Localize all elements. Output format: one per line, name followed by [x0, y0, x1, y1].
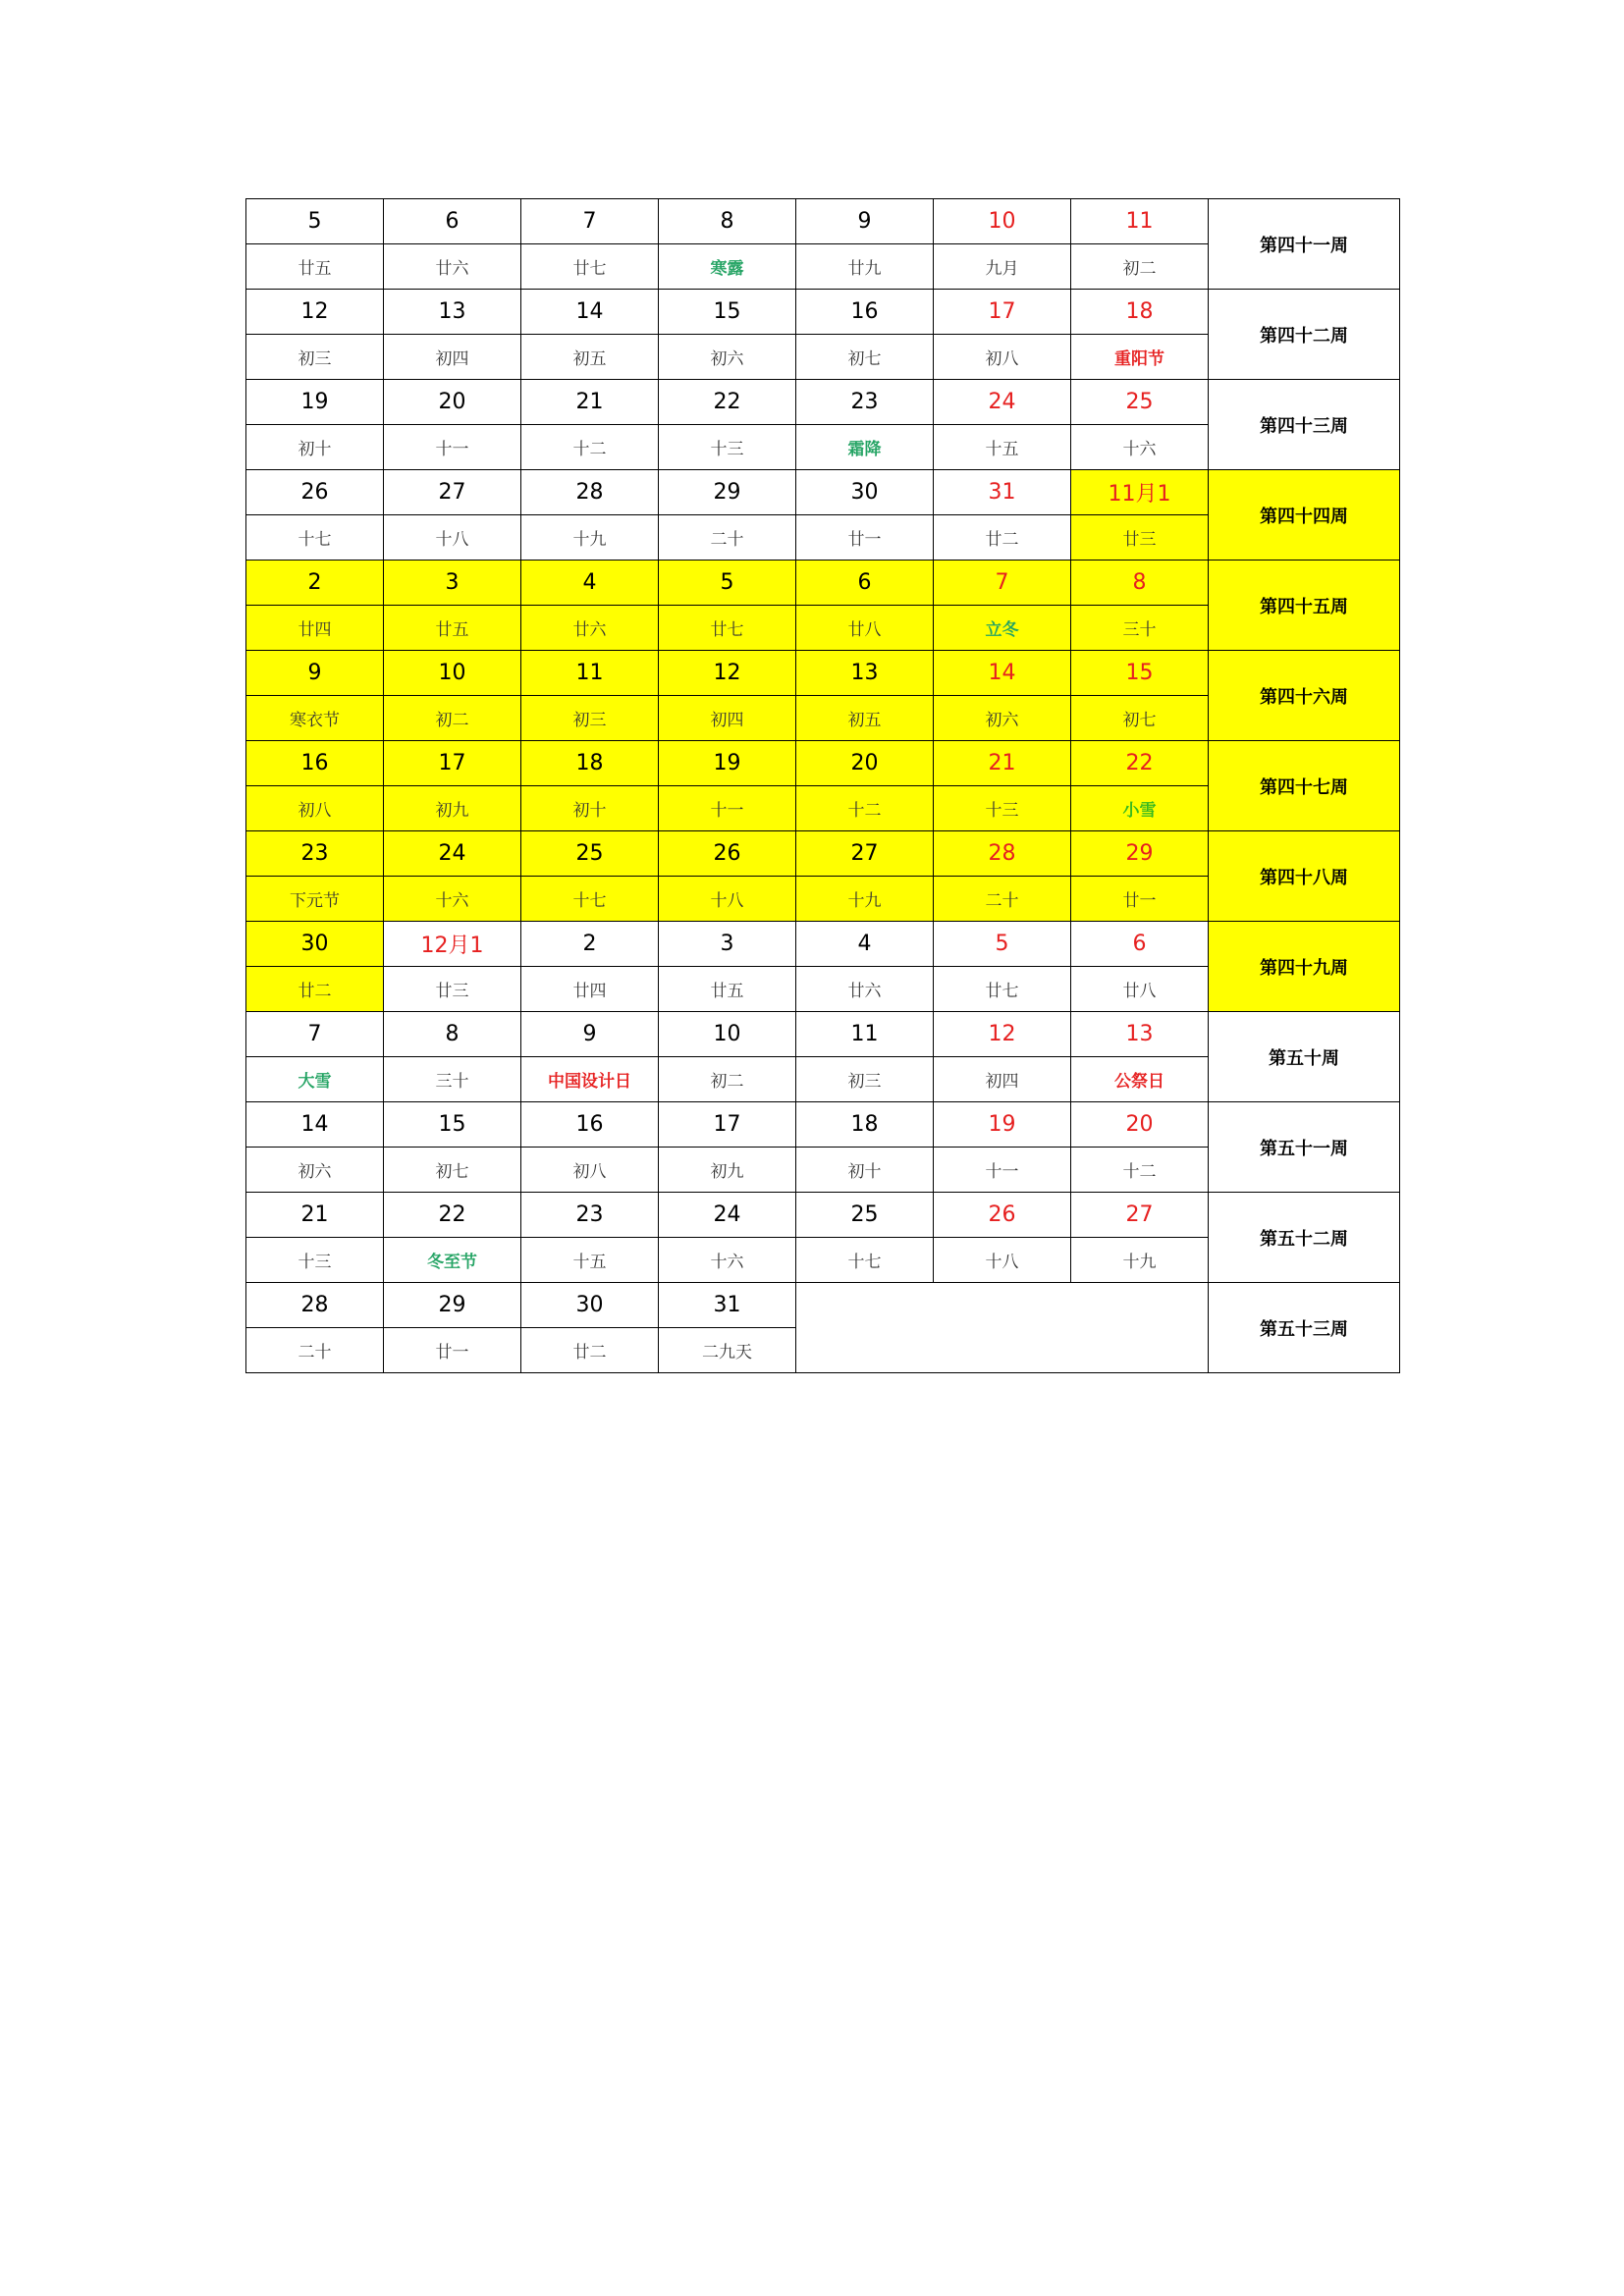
date-cell: 24: [659, 1193, 796, 1238]
date-cell: 18: [796, 1102, 934, 1148]
date-cell: 11月1: [1071, 470, 1209, 515]
week-date-row: [246, 199, 1400, 244]
date-cell: 30: [796, 470, 934, 515]
date-cell: 25: [1071, 380, 1209, 425]
week-date-row: [246, 741, 1400, 786]
lunar-cell: 初三: [796, 1057, 934, 1102]
lunar-cell: 初二: [659, 1057, 796, 1102]
week-label: 第四十五周: [1209, 561, 1400, 651]
date-cell: 29: [659, 470, 796, 515]
lunar-cell: 二九天: [659, 1328, 796, 1373]
date-cell: 22: [659, 380, 796, 425]
lunar-cell: 廿六: [521, 606, 659, 651]
date-cell: 12: [659, 651, 796, 696]
lunar-cell: 十六: [1071, 425, 1209, 470]
date-cell: 7: [934, 561, 1071, 606]
week-label: 第四十三周: [1209, 380, 1400, 470]
lunar-cell: 初七: [796, 335, 934, 380]
date-cell: 30: [521, 1283, 659, 1328]
date-cell: 28: [246, 1283, 384, 1328]
calendar-body: [246, 199, 1400, 1373]
week-label: 第四十二周: [1209, 290, 1400, 380]
lunar-cell: 初七: [384, 1148, 521, 1193]
date-cell: 24: [384, 831, 521, 877]
lunar-cell: 廿七: [521, 244, 659, 290]
date-cell: 20: [384, 380, 521, 425]
date-cell: 20: [796, 741, 934, 786]
date-cell: 12月1: [384, 922, 521, 967]
week-date-row: [246, 290, 1400, 335]
date-cell: 25: [796, 1193, 934, 1238]
week-date-row: [246, 1193, 1400, 1238]
lunar-cell: 廿八: [796, 606, 934, 651]
lunar-cell: 廿三: [1071, 515, 1209, 561]
lunar-cell: 冬至节: [384, 1238, 521, 1283]
lunar-cell: 九月: [934, 244, 1071, 290]
lunar-cell: 十七: [246, 515, 384, 561]
date-cell: 4: [796, 922, 934, 967]
lunar-cell: 二十: [659, 515, 796, 561]
lunar-cell: 立冬: [934, 606, 1071, 651]
date-cell: 11: [1071, 199, 1209, 244]
date-cell: 13: [796, 651, 934, 696]
lunar-cell: 初八: [934, 335, 1071, 380]
week-date-row: [246, 922, 1400, 967]
date-cell: 27: [796, 831, 934, 877]
lunar-cell: 廿五: [246, 244, 384, 290]
lunar-cell: 廿七: [659, 606, 796, 651]
week-label: 第五十周: [1209, 1012, 1400, 1102]
lunar-cell: 廿七: [934, 967, 1071, 1012]
lunar-cell: 廿二: [521, 1328, 659, 1373]
date-cell: 28: [521, 470, 659, 515]
lunar-cell: 中国设计日: [521, 1057, 659, 1102]
lunar-cell: 十七: [796, 1238, 934, 1283]
lunar-cell: 廿六: [796, 967, 934, 1012]
lunar-cell: 初九: [384, 786, 521, 831]
lunar-cell: 初四: [659, 696, 796, 741]
lunar-cell: 廿四: [521, 967, 659, 1012]
date-cell: 22: [1071, 741, 1209, 786]
date-cell: 17: [659, 1102, 796, 1148]
week-date-row: [246, 651, 1400, 696]
lunar-cell: 重阳节: [1071, 335, 1209, 380]
lunar-cell: 十八: [659, 877, 796, 922]
lunar-cell: 初四: [934, 1057, 1071, 1102]
date-cell: 29: [1071, 831, 1209, 877]
date-cell: 4: [521, 561, 659, 606]
date-cell: 6: [384, 199, 521, 244]
week-date-row: [246, 561, 1400, 606]
date-cell: 19: [659, 741, 796, 786]
date-cell: 21: [246, 1193, 384, 1238]
date-cell: 3: [659, 922, 796, 967]
lunar-cell: 公祭日: [1071, 1057, 1209, 1102]
lunar-cell: 寒衣节: [246, 696, 384, 741]
date-cell: 22: [384, 1193, 521, 1238]
date-cell: 11: [521, 651, 659, 696]
week-date-row: [246, 1102, 1400, 1148]
calendar-table: [245, 198, 1400, 1373]
lunar-cell: 初八: [246, 786, 384, 831]
date-cell: 10: [659, 1012, 796, 1057]
date-cell: 13: [384, 290, 521, 335]
date-cell: 19: [246, 380, 384, 425]
lunar-cell: 廿一: [1071, 877, 1209, 922]
date-cell: 18: [521, 741, 659, 786]
date-cell: 2: [521, 922, 659, 967]
date-cell: 9: [796, 199, 934, 244]
date-cell: 9: [521, 1012, 659, 1057]
date-cell: 15: [1071, 651, 1209, 696]
date-cell: 14: [934, 651, 1071, 696]
week-label: 第四十六周: [1209, 651, 1400, 741]
lunar-cell: 寒露: [659, 244, 796, 290]
lunar-cell: 霜降: [796, 425, 934, 470]
lunar-cell: 十二: [1071, 1148, 1209, 1193]
date-cell: 30: [246, 922, 384, 967]
date-cell: 15: [659, 290, 796, 335]
date-cell: 10: [384, 651, 521, 696]
lunar-cell: 廿八: [1071, 967, 1209, 1012]
lunar-cell: 廿三: [384, 967, 521, 1012]
lunar-cell: 十一: [934, 1148, 1071, 1193]
date-cell: 14: [246, 1102, 384, 1148]
date-cell: 5: [659, 561, 796, 606]
lunar-cell: 十一: [659, 786, 796, 831]
lunar-cell: 十八: [934, 1238, 1071, 1283]
date-cell: 8: [659, 199, 796, 244]
date-cell: 5: [246, 199, 384, 244]
lunar-cell: 三十: [384, 1057, 521, 1102]
lunar-cell: 十九: [521, 515, 659, 561]
date-cell: 21: [934, 741, 1071, 786]
date-cell: 11: [796, 1012, 934, 1057]
lunar-cell: 初二: [1071, 244, 1209, 290]
date-cell: 16: [521, 1102, 659, 1148]
lunar-cell: 廿六: [384, 244, 521, 290]
week-label: 第四十九周: [1209, 922, 1400, 1012]
week-label: 第四十四周: [1209, 470, 1400, 561]
date-cell: 13: [1071, 1012, 1209, 1057]
lunar-cell: 十三: [246, 1238, 384, 1283]
date-cell: 15: [384, 1102, 521, 1148]
lunar-cell: 廿一: [796, 515, 934, 561]
lunar-cell: 十八: [384, 515, 521, 561]
date-cell: 6: [1071, 922, 1209, 967]
empty-cell: [796, 1283, 1209, 1373]
date-cell: 7: [521, 199, 659, 244]
week-label: 第五十一周: [1209, 1102, 1400, 1193]
lunar-cell: 初五: [796, 696, 934, 741]
lunar-cell: 廿二: [934, 515, 1071, 561]
date-cell: 31: [659, 1283, 796, 1328]
lunar-cell: 十七: [521, 877, 659, 922]
lunar-cell: 十二: [521, 425, 659, 470]
date-cell: 27: [384, 470, 521, 515]
date-cell: 3: [384, 561, 521, 606]
lunar-cell: 廿五: [384, 606, 521, 651]
lunar-cell: 十九: [1071, 1238, 1209, 1283]
lunar-cell: 初十: [521, 786, 659, 831]
lunar-cell: 小雪: [1071, 786, 1209, 831]
date-cell: 28: [934, 831, 1071, 877]
lunar-cell: 初五: [521, 335, 659, 380]
lunar-cell: 初三: [521, 696, 659, 741]
date-cell: 12: [934, 1012, 1071, 1057]
date-cell: 9: [246, 651, 384, 696]
date-cell: 8: [1071, 561, 1209, 606]
week-label: 第五十二周: [1209, 1193, 1400, 1283]
lunar-cell: 初十: [246, 425, 384, 470]
week-label: 第四十七周: [1209, 741, 1400, 831]
date-cell: 16: [796, 290, 934, 335]
lunar-cell: 初七: [1071, 696, 1209, 741]
lunar-cell: 十六: [659, 1238, 796, 1283]
date-cell: 5: [934, 922, 1071, 967]
date-cell: 23: [796, 380, 934, 425]
lunar-cell: 大雪: [246, 1057, 384, 1102]
week-date-row: [246, 380, 1400, 425]
lunar-cell: 十三: [659, 425, 796, 470]
date-cell: 16: [246, 741, 384, 786]
date-cell: 6: [796, 561, 934, 606]
week-label: 第四十八周: [1209, 831, 1400, 922]
lunar-cell: 下元节: [246, 877, 384, 922]
date-cell: 29: [384, 1283, 521, 1328]
date-cell: 17: [934, 290, 1071, 335]
lunar-cell: 廿一: [384, 1328, 521, 1373]
date-cell: 2: [246, 561, 384, 606]
lunar-cell: 十五: [934, 425, 1071, 470]
date-cell: 10: [934, 199, 1071, 244]
week-date-row: [246, 831, 1400, 877]
date-cell: 27: [1071, 1193, 1209, 1238]
lunar-cell: 十六: [384, 877, 521, 922]
lunar-cell: 十三: [934, 786, 1071, 831]
lunar-cell: 初六: [934, 696, 1071, 741]
week-date-row: [246, 1012, 1400, 1057]
lunar-cell: 十九: [796, 877, 934, 922]
date-cell: 31: [934, 470, 1071, 515]
date-cell: 8: [384, 1012, 521, 1057]
lunar-cell: 初六: [659, 335, 796, 380]
lunar-cell: 初十: [796, 1148, 934, 1193]
lunar-cell: 初六: [246, 1148, 384, 1193]
date-cell: 18: [1071, 290, 1209, 335]
week-label: 第四十一周: [1209, 199, 1400, 290]
lunar-cell: 二十: [934, 877, 1071, 922]
date-cell: 24: [934, 380, 1071, 425]
date-cell: 20: [1071, 1102, 1209, 1148]
lunar-cell: 廿九: [796, 244, 934, 290]
lunar-cell: 廿五: [659, 967, 796, 1012]
lunar-cell: 初三: [246, 335, 384, 380]
week-date-row: [246, 1283, 1400, 1328]
date-cell: 12: [246, 290, 384, 335]
lunar-cell: 初九: [659, 1148, 796, 1193]
date-cell: 17: [384, 741, 521, 786]
lunar-cell: 廿四: [246, 606, 384, 651]
lunar-cell: 初八: [521, 1148, 659, 1193]
date-cell: 25: [521, 831, 659, 877]
date-cell: 7: [246, 1012, 384, 1057]
week-date-row: [246, 470, 1400, 515]
date-cell: 26: [246, 470, 384, 515]
date-cell: 21: [521, 380, 659, 425]
date-cell: 26: [659, 831, 796, 877]
lunar-cell: 二十: [246, 1328, 384, 1373]
date-cell: 14: [521, 290, 659, 335]
date-cell: 23: [246, 831, 384, 877]
date-cell: 26: [934, 1193, 1071, 1238]
date-cell: 23: [521, 1193, 659, 1238]
date-cell: 19: [934, 1102, 1071, 1148]
week-label: 第五十三周: [1209, 1283, 1400, 1373]
lunar-cell: 三十: [1071, 606, 1209, 651]
lunar-cell: 十一: [384, 425, 521, 470]
lunar-cell: 初二: [384, 696, 521, 741]
lunar-cell: 十二: [796, 786, 934, 831]
lunar-cell: 十五: [521, 1238, 659, 1283]
lunar-cell: 廿二: [246, 967, 384, 1012]
lunar-cell: 初四: [384, 335, 521, 380]
